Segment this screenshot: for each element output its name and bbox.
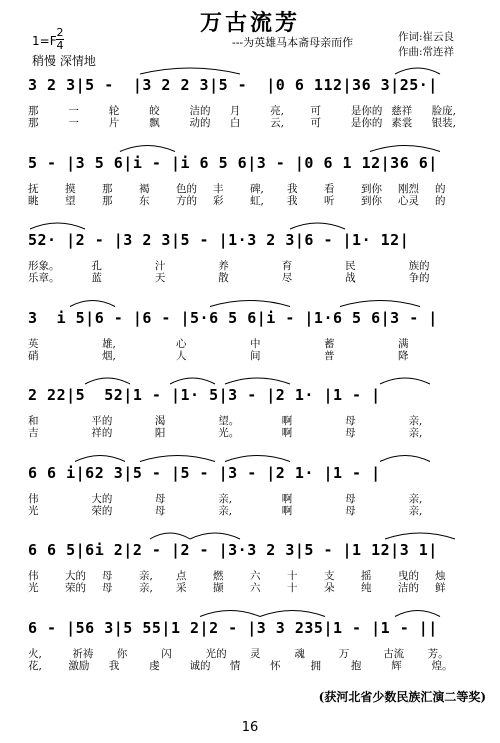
slur-arc <box>70 301 115 307</box>
slur-arc <box>150 533 190 539</box>
time-signature-top: 2 <box>56 26 64 39</box>
lyric-word: 魂 <box>294 647 305 660</box>
lyric-word: 蓝 <box>91 272 102 284</box>
slur-arc <box>140 456 215 462</box>
lyric-word: 燃 <box>213 570 224 582</box>
lyric-word: 啊 <box>281 504 293 517</box>
lyric-word: 虔 <box>149 659 160 672</box>
lyric-word: 硝 <box>28 349 39 362</box>
lyric-word: 母 <box>102 570 113 582</box>
lyric-word: 吉 <box>28 427 39 439</box>
notation-line: 2 22|5 52|1 - |1· 5|3 - |2 1· |1 - | <box>28 386 381 404</box>
lyric-word: 母 <box>102 582 113 594</box>
lyric-word: 亮, <box>270 105 285 117</box>
lyric-word: 火, <box>28 647 42 660</box>
lyric-word: 亲, <box>408 492 423 505</box>
key-signature: 1=F <box>32 34 57 48</box>
lyric-word: 怀 <box>270 659 281 672</box>
lyric-word: 十 <box>287 570 298 582</box>
lyric-word: 孔 <box>91 260 102 272</box>
lyric-word: 六 <box>250 582 261 594</box>
lyric-word: 光的 <box>205 647 227 660</box>
slur-arc <box>85 378 130 384</box>
lyric-word: 散 <box>218 272 229 284</box>
lyric-word: 光。 <box>218 427 240 439</box>
lyric-word: 间 <box>250 349 261 362</box>
lyric-word: 到你 <box>361 194 382 207</box>
lyric-word: 平的 <box>91 415 113 427</box>
lyric-word: 慈祥 <box>391 105 413 117</box>
lyric-word: 大的 <box>91 492 113 505</box>
lyric-word: 普 <box>324 349 335 362</box>
lyric-word: 灵 <box>250 647 261 660</box>
lyric-word: 祈祷 <box>72 647 94 660</box>
lyric-word: 煌。 <box>431 659 453 672</box>
lyric-word: 母 <box>154 492 166 505</box>
lyric-word: 亲, <box>218 492 233 505</box>
slur-arc <box>225 456 290 462</box>
lyric-word: 轮 <box>108 105 120 117</box>
lyric-word: 虹, <box>250 194 264 207</box>
lyric-word: 亲, <box>139 570 153 582</box>
lyric-word: 飘 <box>149 117 160 129</box>
lyric-word: 雄, <box>102 337 116 350</box>
lyric-word: 白 <box>229 117 241 129</box>
lyric-word: 素裳 <box>391 117 413 129</box>
lyric-word: 方的 <box>176 194 197 207</box>
lyric-word: 月 <box>229 105 241 117</box>
slur-arc <box>120 146 175 152</box>
lyric-word: 到你 <box>361 182 382 195</box>
award-note: (获河北省少数民族汇演二等奖) <box>318 690 486 704</box>
notation-line: 6 6 i|62 3|5 - |5 - |3 - |2 1· |1 - | <box>28 463 381 482</box>
slur-arc <box>190 533 240 539</box>
lyric-word: 阳 <box>154 427 166 439</box>
lyric-word: 荣的 <box>65 582 86 594</box>
lyric-word: 心灵 <box>398 194 419 207</box>
lyric-word: 荣的 <box>91 504 113 517</box>
lyric-word: 鲜 <box>435 582 446 594</box>
slur-arc <box>225 378 290 384</box>
notation-line: 3 i 5|6 - |6 - |5·6 5 6|i - |1·6 5 6|3 - | <box>28 308 438 327</box>
slur-arc <box>290 223 345 229</box>
song-subtitle: ---为英雄马本斋母亲而作 <box>232 36 354 49</box>
slur-arc <box>75 456 125 462</box>
slur-arc <box>395 68 440 74</box>
lyric-word: 形象。 <box>28 260 60 272</box>
lyric-word: 光 <box>28 504 39 517</box>
lyric-word: 那 <box>28 105 39 117</box>
lyric-word: 是你的 <box>350 117 383 129</box>
slur-arc <box>370 146 440 152</box>
lyric-word: 蓄 <box>324 337 335 350</box>
lyric-word: 母 <box>345 504 356 517</box>
lyric-word: 烛 <box>435 570 446 582</box>
lyric-word: 脸庞, <box>431 105 456 117</box>
lyric-word: 乐章。 <box>28 272 60 284</box>
lyric-word: 我 <box>287 182 298 195</box>
lyric-word: 采 <box>176 582 187 594</box>
lyric-word: 动的 <box>189 117 211 129</box>
lyric-word: 支 <box>324 570 335 582</box>
notation-line: 3 2 3|5 - |3 2 2 3|5 - |0 6 112|36 3|25·| <box>28 76 438 94</box>
time-signature <box>56 27 64 52</box>
lyric-word: 母 <box>154 504 166 517</box>
lyric-word: 抚 <box>28 182 39 195</box>
lyric-word: 片 <box>108 117 120 129</box>
lyric-word: 情 <box>229 659 241 672</box>
lyric-word: 洁的 <box>398 582 419 594</box>
lyric-word: 撷 <box>213 582 224 594</box>
lyric-word: 可 <box>310 105 322 117</box>
lyric-word: 丰 <box>213 182 224 195</box>
lyric-word: 那 <box>102 182 113 195</box>
lyric-word: 降 <box>398 349 409 362</box>
notation-line: 6 6 5|6i 2|2 - |2 - |3·3 2 3|5 - |1 12|3 1| <box>28 541 438 559</box>
lyric-word: 光 <box>28 582 39 594</box>
lyric-word: 曳的 <box>398 570 419 582</box>
lyric-word: 养 <box>218 260 229 272</box>
lyric-word: 争的 <box>408 272 430 284</box>
lyric-word: 万 <box>338 647 350 660</box>
lyric-word: 尽 <box>281 272 293 284</box>
notation-line: 5 - |3 5 6|i - |i 6 5 6|3 - |0 6 1 12|36 6| <box>28 153 438 172</box>
lyric-word: 英 <box>28 337 39 350</box>
slur-arc <box>385 533 455 539</box>
slur-arc <box>30 223 85 229</box>
lyric-word: 东 <box>139 194 150 207</box>
lyric-word: 的 <box>435 182 446 195</box>
lyric-word: 亲, <box>218 504 233 517</box>
lyricist: 作词:崔云良 <box>398 31 455 43</box>
lyric-word: 母 <box>345 492 356 505</box>
notation-line: 6 - |56 3|5 55|1 2|2 - |3 3 235|1 - |1 - || <box>28 618 438 637</box>
lyric-word: 褐 <box>139 182 150 195</box>
slur-arc <box>210 301 290 307</box>
lyric-word: 古流 <box>383 647 405 660</box>
lyric-word: 拥 <box>310 659 322 672</box>
notation-line: 52· |2 - |3 2 3|5 - |1·3 2 3|6 - |1· 12| <box>28 231 410 249</box>
time-signature-bottom: 4 <box>56 39 64 52</box>
lyric-word: 那 <box>28 117 39 129</box>
lyric-word: 烟, <box>102 349 116 362</box>
lyric-word: 天 <box>154 272 166 284</box>
lyric-word: 眺 <box>28 194 39 207</box>
slur-arc <box>380 378 430 384</box>
lyric-word: 啊 <box>281 427 293 439</box>
lyric-word: 皎 <box>149 105 160 117</box>
lyric-word: 那 <box>102 194 113 207</box>
lyric-word: 大的 <box>65 570 86 582</box>
lyric-word: 母 <box>345 427 356 439</box>
lyric-word: 十 <box>287 582 298 594</box>
lyric-word: 战 <box>345 272 356 284</box>
lyric-word: 满 <box>398 337 409 350</box>
lyric-word: 渴 <box>154 415 166 427</box>
lyric-word: 亲, <box>408 415 423 427</box>
lyric-word: 望 <box>65 194 76 207</box>
lyric-word: 听 <box>324 194 335 207</box>
lyric-word: 祥的 <box>91 427 113 439</box>
lyric-word: 摇 <box>361 570 372 582</box>
lyric-word: 母 <box>345 415 356 427</box>
lyric-word: 中 <box>250 337 261 350</box>
lyric-word: 我 <box>108 659 120 672</box>
slur-arc <box>260 611 325 617</box>
lyric-word: 民 <box>345 260 356 272</box>
lyric-word: 彩 <box>213 194 224 207</box>
lyric-word: 朵 <box>324 582 335 594</box>
lyric-word: 和 <box>28 415 39 427</box>
lyric-word: 闪 <box>161 647 172 660</box>
lyric-word: 洁的 <box>189 105 211 117</box>
lyric-word: 纯 <box>361 582 372 594</box>
lyric-word: 诚的 <box>189 659 211 672</box>
song-title: 万古流芳 <box>199 10 300 36</box>
lyric-word: 亲, <box>408 504 423 517</box>
lyric-word: 我 <box>287 194 298 207</box>
lyric-word: 的 <box>435 194 446 207</box>
lyric-word: 六 <box>250 570 261 582</box>
lyric-word: 伟 <box>28 570 39 582</box>
lyric-word: 一 <box>68 105 79 117</box>
lyric-word: 抱 <box>350 659 362 672</box>
slur-arc <box>170 378 215 384</box>
lyric-word: 伟 <box>28 492 39 505</box>
tempo-marking: 稍慢 深情地 <box>32 54 96 68</box>
lyric-word: 激励 <box>68 659 90 672</box>
lyric-word: 心 <box>176 337 187 350</box>
slur-arc <box>340 301 420 307</box>
lyric-word: 啊 <box>281 415 293 427</box>
page-number: 16 <box>241 720 259 735</box>
lyric-word: 人 <box>176 349 187 362</box>
lyric-word: 银装, <box>431 117 456 129</box>
lyric-word: 碑, <box>250 182 264 195</box>
credits <box>398 30 454 60</box>
lyric-word: 是你的 <box>350 105 383 117</box>
lyric-word: 色的 <box>176 182 197 195</box>
lyric-word: 看 <box>324 182 335 195</box>
lyric-word: 可 <box>310 117 322 129</box>
lyric-word: 芳。 <box>427 647 449 660</box>
lyric-word: 汁 <box>154 260 166 272</box>
lyric-word: 花, <box>28 659 42 672</box>
lyric-word: 亲, <box>408 427 423 439</box>
lyric-word: 啊 <box>281 492 293 505</box>
slur-arc <box>200 611 260 617</box>
lyric-word: 族的 <box>408 260 430 272</box>
slur-arc <box>380 456 430 462</box>
composer: 作曲:常连祥 <box>398 46 455 58</box>
slur-arc <box>140 68 240 74</box>
lyric-word: 点 <box>176 570 187 582</box>
lyric-word: 刚烈 <box>398 182 419 195</box>
lyric-word: 育 <box>281 260 293 272</box>
slur-arc <box>395 611 440 617</box>
lyric-word: 望。 <box>218 415 240 427</box>
lyric-word: 你 <box>116 647 128 660</box>
lyric-word: 云, <box>270 117 285 129</box>
lyric-word: 摸 <box>65 182 76 195</box>
lyric-word: 一 <box>68 117 79 129</box>
lyric-word: 辉 <box>391 659 402 672</box>
lyric-word: 亲, <box>139 582 153 594</box>
